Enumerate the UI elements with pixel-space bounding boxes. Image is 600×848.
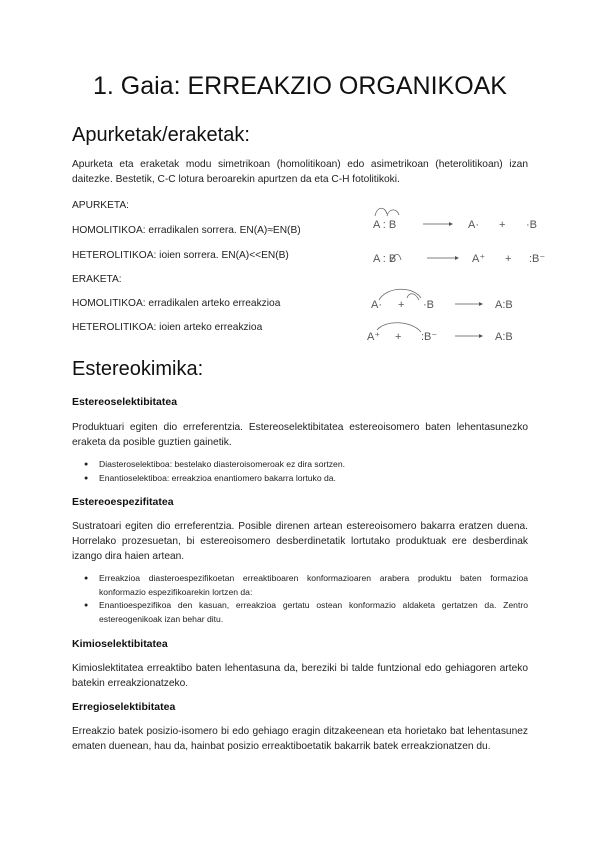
section-heading-estereokimika: Estereokimika:: [72, 358, 204, 380]
subheading-erregioselektibitatea: Erregioselektibitatea: [72, 701, 176, 713]
rxn2-plus: +: [505, 253, 512, 265]
rxn1-product-1: A·: [468, 219, 479, 231]
reaction-ionic-combination: [365, 318, 545, 355]
eraketa-label: ERAKETA:: [72, 274, 122, 285]
subheading-estereoselektibitatea: Estereoselektibitatea: [72, 396, 178, 408]
list-item: ● Enantioselektiboa: erreakzioa enantiomero bakarra lortuko da.: [72, 472, 528, 486]
rxn1-product-2: ·B: [526, 219, 537, 231]
rxn4-reactant-a: A⁺: [367, 331, 381, 343]
rxn2-product-1: A⁺: [472, 253, 486, 265]
subheading-kimioselektibitatea: Kimioselektibitatea: [72, 638, 168, 650]
eraketa-heterolitikoa: HETEROLITIKOA: ioien arteko erreakzioa: [72, 322, 263, 333]
paragraph-kimioselektibitatea: Kimioslektitatea erreaktibo baten lehentasuna da, bereziki bi talde funtzional edo gehiagoren arteko batekin erreakzionatzeko.: [72, 663, 528, 689]
rxn4-plus: +: [395, 331, 402, 343]
paragraph-estereoselektibitatea: Produktuari egiten dio erreferentzia. Estereoselektibitatea estereoisomero baten lehentasunezko eraketa da posible guztien gainetik.: [72, 422, 528, 448]
rxn3-reactant-a: A·: [371, 299, 382, 311]
rxn1-plus: +: [499, 219, 506, 231]
rxn3-product: A:B: [495, 299, 513, 311]
paragraph-erregioselektibitatea: Erreakzio batek posizio-isomero bi edo gehiago eragin ditzakeenean eta horietako bat lehentasunez ematen duenean, hau da, hainbat posizio erreaktiboetatik bakarrik batek erreakzionatzen du.: [72, 726, 528, 752]
page-title: 1. Gaia: ERREAKZIO ORGANIKOAK: [92, 72, 507, 100]
eraketa-homolitikoa: HOMOLITIKOA: erradikalen arteko erreakzioa: [72, 298, 281, 309]
bullets-estereoselektibitatea: [72, 458, 528, 485]
rxn3-plus: +: [398, 299, 405, 311]
rxn4-product: A:B: [495, 331, 513, 343]
apurketa-heterolitikoa: HETEROLITIKOA: ioien sorrera. EN(A)<<EN(B): [72, 250, 289, 261]
paragraph-estereoespezifitatea: Sustratoari egiten dio erreferentzia. Posible direnen artean estereoisomero bakarra eratzen duena. Horrelako prozesuetan, bi estereoisomero desberdinetatik lortutako produktuak ere desberdinak izango dira haien artean.: [72, 521, 528, 562]
apurketa-homolitikoa: HOMOLITIKOA: erradikalen sorrera. EN(A)≈EN(B): [72, 225, 301, 236]
list-item: ● Enantioespezifikoa den kasuan, erreakzioa gertatu ostean konformazio aldaketa gertatzen da. Zentro estereogenikoak izan behar ditu.: [72, 599, 528, 626]
apurketa-label: APURKETA:: [72, 200, 129, 211]
list-item: ● Diasteroselektiboa: bestelako diasteroisomeroak ez dira sortzen.: [72, 458, 528, 472]
rxn4-reactant-b: :B⁻: [421, 331, 438, 343]
section-heading-apurketak: Apurketak/eraketak:: [72, 124, 250, 146]
intro-paragraph: Apurketa eta eraketak modu simetrikoan (homolitikoan) edo asimetrikoan (heterolitikoan) izan daitezke. Bestetik, C-C lotura beroarekin apurtzen da eta C-H fotolitikoki.: [72, 159, 528, 185]
bullets-estereoespezifitatea: [72, 572, 528, 626]
rxn2-left: A : B: [373, 253, 397, 265]
rxn3-reactant-b: ·B: [423, 299, 434, 311]
reaction-heterolytic-cleavage: [365, 240, 545, 277]
rxn1-left: A : B: [373, 219, 397, 231]
subheading-estereoespezifitatea: Estereoespezifitatea: [72, 496, 174, 508]
reaction-homolytic-cleavage: [365, 206, 545, 243]
list-item: ● Erreakzioa diasteroespezifikoetan erreaktiboaren konformazioaren arabera produktu baten formazioa konformazio espezifikoarekin lortzen da:: [72, 572, 528, 599]
rxn2-product-2: :B⁻: [529, 253, 545, 265]
